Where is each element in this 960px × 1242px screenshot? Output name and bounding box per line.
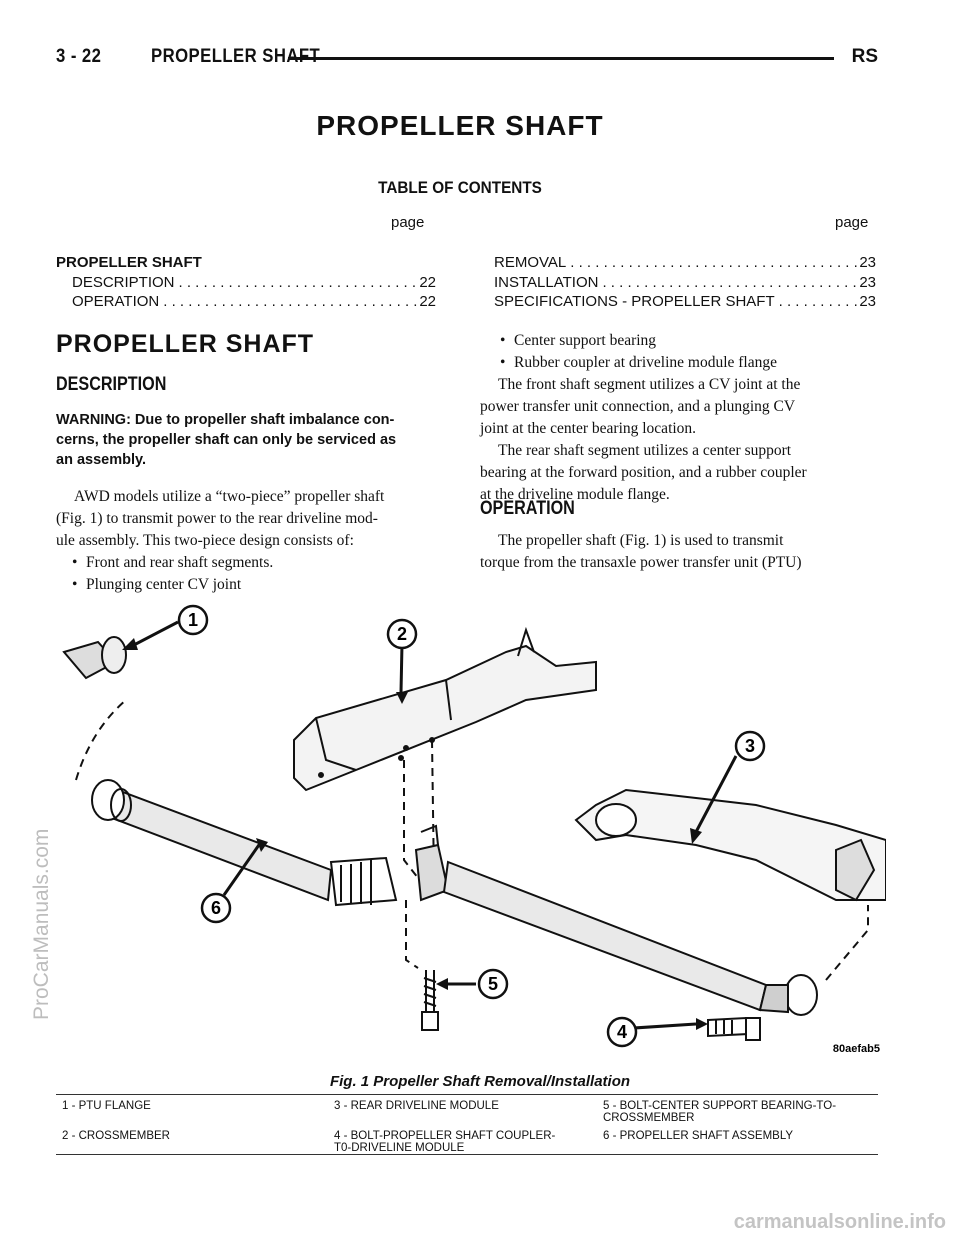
toc-entry-label: OPERATION [72, 293, 160, 310]
text-line: The front shaft segment utilizes a CV joint at the [498, 376, 801, 393]
text-line: torque from the transaxle power transfer unit (PTU) [480, 554, 802, 571]
text-line: ule assembly. This two-piece design consists of: [56, 532, 354, 549]
propeller-shaft-illustration [56, 600, 886, 1060]
toc-entry-page: 22 [419, 274, 436, 291]
warning-line: WARNING: Due to propeller shaft imbalance con- [56, 412, 395, 428]
header-rule [288, 57, 834, 60]
legend-item: 2 - CROSSMEMBER [62, 1130, 170, 1142]
header-code: RS [851, 46, 878, 67]
legend-item: 5 - BOLT-CENTER SUPPORT BEARING-TO- CROSSMEMBER [603, 1100, 837, 1124]
toc-title: TABLE OF CONTENTS [378, 178, 542, 197]
callout-2: 2 [396, 624, 408, 644]
toc-entry-removal[interactable] [494, 254, 876, 272]
toc-entry-label: INSTALLATION [494, 274, 599, 291]
bullet-item: • Center support bearing [500, 332, 657, 349]
toc-page-label-left: page [391, 214, 425, 231]
art-code: 80aefab5 [832, 1043, 880, 1055]
legend-item: 6 - PROPELLER SHAFT ASSEMBLY [603, 1130, 794, 1142]
operation-text [480, 530, 877, 574]
callout-5: 5 [487, 974, 499, 994]
legend-item: 4 - BOLT-PROPELLER SHAFT COUPLER- T0-DRIVELINE MODULE [334, 1130, 556, 1154]
toc-entry-installation[interactable] [494, 274, 876, 292]
warning-text [56, 410, 440, 470]
header-page-number: 3 - 22 [56, 46, 102, 67]
bottom-watermark: carmanualsonline.info [733, 1211, 946, 1233]
legend-bottom-rule [56, 1154, 878, 1155]
callout-3: 3 [744, 736, 756, 756]
callout-4: 4 [616, 1022, 628, 1042]
toc-entry-label: DESCRIPTION [72, 274, 175, 291]
toc-entry-label: SPECIFICATIONS - PROPELLER SHAFT [494, 293, 775, 310]
toc-entry-label: REMOVAL [494, 254, 567, 271]
description-paragraph-2 [480, 374, 877, 440]
toc-entry-page: 23 [859, 254, 876, 271]
toc-entry-page: 23 [859, 274, 876, 291]
description-heading: DESCRIPTION [56, 374, 167, 395]
text-line: AWD models utilize a “two-piece” propeller shaft [74, 488, 385, 505]
callout-1: 1 [187, 610, 199, 630]
legend-top-rule [56, 1094, 878, 1095]
toc-entry-specifications[interactable] [494, 293, 876, 311]
page-header [56, 46, 878, 70]
text-line: bearing at the forward position, and a rubber coupler [480, 464, 807, 481]
callout-6: 6 [210, 898, 222, 918]
toc-page-label-right: page [835, 214, 869, 231]
figure-caption: Fig. 1 Propeller Shaft Removal/Installation [329, 1073, 631, 1090]
operation-heading: OPERATION [480, 498, 575, 519]
text-line: The propeller shaft (Fig. 1) is used to transmit [498, 532, 784, 549]
text-line: The rear shaft segment utilizes a center support [498, 442, 792, 459]
bullet-item: • Plunging center CV joint [72, 576, 242, 593]
header-section-title: PROPELLER SHAFT [151, 46, 321, 67]
toc-entry-description[interactable] [72, 274, 436, 292]
warning-line: an assembly. [56, 452, 147, 468]
legend-item: 1 - PTU FLANGE [62, 1100, 151, 1112]
description-paragraph-3 [480, 440, 877, 506]
bullet-item: • Rubber coupler at driveline module flange [500, 354, 777, 371]
toc-entry-page: 23 [859, 293, 876, 310]
text-line: at the driveline module flange. [480, 486, 670, 503]
toc-entry-page: 22 [419, 293, 436, 310]
legend-item: 3 - REAR DRIVELINE MODULE [334, 1100, 499, 1112]
text-line: (Fig. 1) to transmit power to the rear driveline mod- [56, 510, 378, 527]
bullet-item: • Front and rear shaft segments. [72, 554, 274, 571]
page-title: PROPELLER SHAFT [316, 110, 604, 141]
text-line: power transfer unit connection, and a plunging CV [480, 398, 796, 415]
description-intro [56, 486, 440, 552]
text-line: joint at the center bearing location. [480, 420, 697, 437]
toc-entry-operation[interactable] [72, 293, 436, 311]
toc-section: PROPELLER SHAFT [56, 254, 202, 271]
side-watermark: ProCarManuals.com [30, 828, 53, 1020]
warning-line: cerns, the propeller shaft can only be serviced as [56, 432, 397, 448]
section-title: PROPELLER SHAFT [56, 330, 315, 358]
